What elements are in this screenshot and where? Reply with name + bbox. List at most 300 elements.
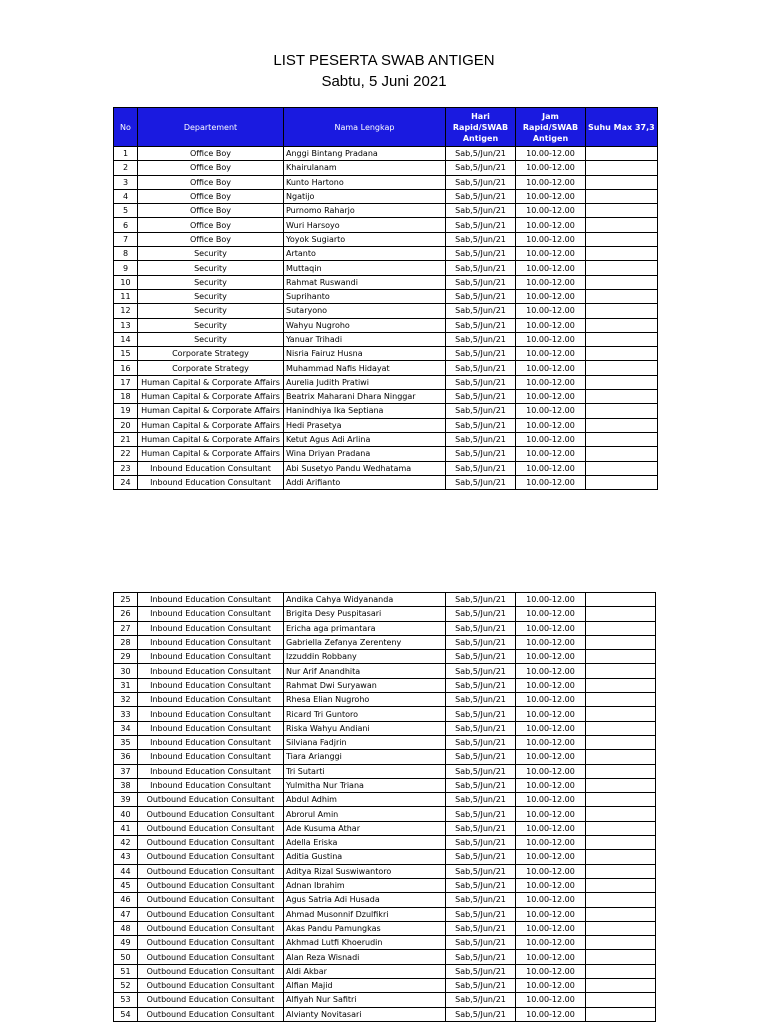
- cell-department: Outbound Education Consultant: [138, 921, 284, 935]
- cell-temperature: [586, 432, 658, 446]
- cell-name: Alvianty Novitasari: [284, 1007, 446, 1021]
- cell-department: Corporate Strategy: [138, 361, 284, 375]
- cell-temperature: [586, 635, 656, 649]
- cell-no: 17: [114, 375, 138, 389]
- header-time-line3: Antigen: [532, 133, 569, 143]
- cell-no: 43: [114, 850, 138, 864]
- cell-name: Wahyu Nugroho: [284, 318, 446, 332]
- cell-name: Khairulanam: [284, 161, 446, 175]
- cell-no: 7: [114, 232, 138, 246]
- cell-temperature: [586, 664, 656, 678]
- table-row: [114, 347, 658, 361]
- cell-day: Sab,5/Jun/21: [446, 161, 516, 175]
- cell-department: Human Capital & Corporate Affairs: [138, 375, 284, 389]
- cell-department: Security: [138, 332, 284, 346]
- table-row: [114, 147, 658, 161]
- cell-day: Sab,5/Jun/21: [446, 261, 516, 275]
- cell-time: 10.00-12.00: [516, 261, 586, 275]
- table-2-body: [114, 593, 656, 1022]
- cell-day: Sab,5/Jun/21: [446, 275, 516, 289]
- cell-department: Inbound Education Consultant: [138, 721, 284, 735]
- table-row: [114, 593, 656, 607]
- cell-temperature: [586, 204, 658, 218]
- cell-temperature: [586, 678, 656, 692]
- cell-temperature: [586, 735, 656, 749]
- table-row: [114, 850, 656, 864]
- cell-name: Tiara Arianggi: [284, 750, 446, 764]
- cell-time: 10.00-12.00: [516, 147, 586, 161]
- cell-time: 10.00-12.00: [516, 836, 586, 850]
- cell-temperature: [586, 893, 656, 907]
- header-no: No: [114, 108, 138, 147]
- cell-day: Sab,5/Jun/21: [446, 921, 516, 935]
- cell-day: Sab,5/Jun/21: [446, 147, 516, 161]
- cell-name: Hanindhiya Ika Septiana: [284, 404, 446, 418]
- cell-no: 53: [114, 993, 138, 1007]
- cell-temperature: [586, 950, 656, 964]
- cell-day: Sab,5/Jun/21: [446, 375, 516, 389]
- cell-name: Akhmad Lutfi Khoerudin: [284, 936, 446, 950]
- cell-name: Hedi Prasetya: [284, 418, 446, 432]
- cell-name: Artanto: [284, 247, 446, 261]
- cell-department: Security: [138, 304, 284, 318]
- cell-department: Human Capital & Corporate Affairs: [138, 390, 284, 404]
- cell-time: 10.00-12.00: [516, 936, 586, 950]
- cell-time: 10.00-12.00: [516, 447, 586, 461]
- table-row: [114, 475, 658, 489]
- cell-time: 10.00-12.00: [516, 635, 586, 649]
- cell-temperature: [586, 261, 658, 275]
- cell-time: 10.00-12.00: [516, 304, 586, 318]
- cell-temperature: [586, 289, 658, 303]
- cell-no: 54: [114, 1007, 138, 1021]
- header-time-line2: Rapid/SWAB: [522, 122, 579, 132]
- cell-day: Sab,5/Jun/21: [446, 707, 516, 721]
- cell-time: 10.00-12.00: [516, 707, 586, 721]
- cell-temperature: [586, 979, 656, 993]
- cell-department: Inbound Education Consultant: [138, 650, 284, 664]
- cell-time: 10.00-12.00: [516, 778, 586, 792]
- cell-time: 10.00-12.00: [516, 664, 586, 678]
- cell-department: Human Capital & Corporate Affairs: [138, 432, 284, 446]
- cell-no: 38: [114, 778, 138, 792]
- cell-temperature: [586, 447, 658, 461]
- table-row: [114, 361, 658, 375]
- cell-temperature: [586, 247, 658, 261]
- cell-temperature: [586, 390, 658, 404]
- table-row: [114, 764, 656, 778]
- cell-name: Ketut Agus Adi Arlina: [284, 432, 446, 446]
- cell-name: Sutaryono: [284, 304, 446, 318]
- cell-no: 16: [114, 361, 138, 375]
- cell-name: Ngatijo: [284, 189, 446, 203]
- cell-department: Office Boy: [138, 161, 284, 175]
- cell-name: Riska Wahyu Andiani: [284, 721, 446, 735]
- cell-temperature: [586, 593, 656, 607]
- cell-day: Sab,5/Jun/21: [446, 175, 516, 189]
- table-row: [114, 878, 656, 892]
- cell-day: Sab,5/Jun/21: [446, 950, 516, 964]
- cell-day: Sab,5/Jun/21: [446, 404, 516, 418]
- table-row: [114, 907, 656, 921]
- cell-no: 21: [114, 432, 138, 446]
- table-row: [114, 921, 656, 935]
- table-row: [114, 721, 656, 735]
- cell-time: 10.00-12.00: [516, 693, 586, 707]
- cell-time: 10.00-12.00: [516, 878, 586, 892]
- cell-department: Security: [138, 318, 284, 332]
- cell-temperature: [586, 318, 658, 332]
- cell-name: Wuri Harsoyo: [284, 218, 446, 232]
- cell-no: 11: [114, 289, 138, 303]
- table-row: [114, 175, 658, 189]
- cell-temperature: [586, 750, 656, 764]
- cell-department: Outbound Education Consultant: [138, 878, 284, 892]
- cell-time: 10.00-12.00: [516, 650, 586, 664]
- table-row: [114, 390, 658, 404]
- cell-name: Muttaqin: [284, 261, 446, 275]
- cell-temperature: [586, 993, 656, 1007]
- cell-no: 29: [114, 650, 138, 664]
- cell-department: Inbound Education Consultant: [138, 764, 284, 778]
- cell-department: Office Boy: [138, 218, 284, 232]
- cell-name: Ahmad Musonnif Dzulfikri: [284, 907, 446, 921]
- cell-day: Sab,5/Jun/21: [446, 764, 516, 778]
- table-row: [114, 836, 656, 850]
- table-1-body: [114, 147, 658, 490]
- cell-name: Rahmat Ruswandi: [284, 275, 446, 289]
- cell-name: Gabriella Zefanya Zerenteny: [284, 635, 446, 649]
- cell-time: 10.00-12.00: [516, 821, 586, 835]
- cell-temperature: [586, 175, 658, 189]
- cell-department: Inbound Education Consultant: [138, 475, 284, 489]
- cell-temperature: [586, 821, 656, 835]
- cell-day: Sab,5/Jun/21: [446, 964, 516, 978]
- cell-name: Kunto Hartono: [284, 175, 446, 189]
- cell-time: 10.00-12.00: [516, 793, 586, 807]
- cell-department: Outbound Education Consultant: [138, 836, 284, 850]
- cell-no: 32: [114, 693, 138, 707]
- cell-no: 18: [114, 390, 138, 404]
- table-row: [114, 261, 658, 275]
- cell-time: 10.00-12.00: [516, 993, 586, 1007]
- cell-time: 10.00-12.00: [516, 593, 586, 607]
- table-row: [114, 404, 658, 418]
- cell-no: 50: [114, 950, 138, 964]
- cell-temperature: [586, 475, 658, 489]
- participant-table-2: [113, 592, 656, 1022]
- cell-department: Outbound Education Consultant: [138, 950, 284, 964]
- cell-name: Abdul Adhim: [284, 793, 446, 807]
- table-row: [114, 332, 658, 346]
- participant-table-1: [113, 107, 658, 490]
- table-row: [114, 289, 658, 303]
- table-row: [114, 750, 656, 764]
- cell-temperature: [586, 936, 656, 950]
- cell-time: 10.00-12.00: [516, 807, 586, 821]
- cell-time: 10.00-12.00: [516, 175, 586, 189]
- cell-department: Corporate Strategy: [138, 347, 284, 361]
- cell-day: Sab,5/Jun/21: [446, 232, 516, 246]
- cell-department: Inbound Education Consultant: [138, 707, 284, 721]
- table-row: [114, 664, 656, 678]
- cell-time: 10.00-12.00: [516, 950, 586, 964]
- cell-department: Outbound Education Consultant: [138, 907, 284, 921]
- cell-no: 41: [114, 821, 138, 835]
- cell-time: 10.00-12.00: [516, 404, 586, 418]
- cell-day: Sab,5/Jun/21: [446, 664, 516, 678]
- cell-department: Outbound Education Consultant: [138, 821, 284, 835]
- table-row: [114, 693, 656, 707]
- cell-temperature: [586, 332, 658, 346]
- cell-name: Tri Sutarti: [284, 764, 446, 778]
- cell-department: Security: [138, 275, 284, 289]
- cell-day: Sab,5/Jun/21: [446, 607, 516, 621]
- cell-department: Outbound Education Consultant: [138, 964, 284, 978]
- cell-time: 10.00-12.00: [516, 361, 586, 375]
- cell-no: 5: [114, 204, 138, 218]
- cell-department: Inbound Education Consultant: [138, 778, 284, 792]
- cell-no: 49: [114, 936, 138, 950]
- cell-department: Security: [138, 261, 284, 275]
- cell-day: Sab,5/Jun/21: [446, 247, 516, 261]
- cell-day: Sab,5/Jun/21: [446, 447, 516, 461]
- cell-time: 10.00-12.00: [516, 218, 586, 232]
- cell-department: Inbound Education Consultant: [138, 750, 284, 764]
- cell-day: Sab,5/Jun/21: [446, 347, 516, 361]
- cell-day: Sab,5/Jun/21: [446, 893, 516, 907]
- cell-no: 24: [114, 475, 138, 489]
- table-row: [114, 735, 656, 749]
- cell-temperature: [586, 375, 658, 389]
- cell-no: 4: [114, 189, 138, 203]
- cell-name: Yoyok Sugiarto: [284, 232, 446, 246]
- cell-temperature: [586, 778, 656, 792]
- table-row: [114, 678, 656, 692]
- cell-time: 10.00-12.00: [516, 475, 586, 489]
- table-row: [114, 864, 656, 878]
- cell-no: 33: [114, 707, 138, 721]
- cell-name: Aditya Rizal Suswiwantoro: [284, 864, 446, 878]
- cell-no: 37: [114, 764, 138, 778]
- table-row: [114, 650, 656, 664]
- table-row: [114, 218, 658, 232]
- cell-day: Sab,5/Jun/21: [446, 807, 516, 821]
- cell-department: Inbound Education Consultant: [138, 693, 284, 707]
- cell-time: 10.00-12.00: [516, 275, 586, 289]
- cell-name: Adella Eriska: [284, 836, 446, 850]
- header-day-line3: Antigen: [462, 133, 499, 143]
- cell-temperature: [586, 607, 656, 621]
- table-row: [114, 232, 658, 246]
- cell-day: Sab,5/Jun/21: [446, 635, 516, 649]
- cell-day: Sab,5/Jun/21: [446, 390, 516, 404]
- cell-day: Sab,5/Jun/21: [446, 204, 516, 218]
- table-row: [114, 461, 658, 475]
- table-row: [114, 161, 658, 175]
- cell-department: Outbound Education Consultant: [138, 936, 284, 950]
- cell-no: 3: [114, 175, 138, 189]
- header-day-line1: Hari: [471, 111, 490, 121]
- cell-name: Beatrix Maharani Dhara Ninggar: [284, 390, 446, 404]
- cell-department: Office Boy: [138, 175, 284, 189]
- cell-time: 10.00-12.00: [516, 979, 586, 993]
- cell-day: Sab,5/Jun/21: [446, 593, 516, 607]
- cell-temperature: [586, 850, 656, 864]
- cell-time: 10.00-12.00: [516, 850, 586, 864]
- cell-no: 34: [114, 721, 138, 735]
- cell-no: 48: [114, 921, 138, 935]
- cell-department: Outbound Education Consultant: [138, 850, 284, 864]
- cell-no: 30: [114, 664, 138, 678]
- table-header-row: [114, 108, 658, 147]
- cell-name: Aurelia Judith Pratiwi: [284, 375, 446, 389]
- header-temperature: Suhu Max 37,3: [586, 108, 658, 147]
- cell-name: Rhesa Elian Nugroho: [284, 693, 446, 707]
- cell-time: 10.00-12.00: [516, 735, 586, 749]
- cell-name: Wina Driyan Pradana: [284, 447, 446, 461]
- cell-day: Sab,5/Jun/21: [446, 418, 516, 432]
- cell-day: Sab,5/Jun/21: [446, 735, 516, 749]
- cell-day: Sab,5/Jun/21: [446, 621, 516, 635]
- cell-name: Ade Kusuma Athar: [284, 821, 446, 835]
- cell-temperature: [586, 147, 658, 161]
- cell-day: Sab,5/Jun/21: [446, 650, 516, 664]
- cell-no: 22: [114, 447, 138, 461]
- cell-no: 12: [114, 304, 138, 318]
- cell-name: Alfiyah Nur Safitri: [284, 993, 446, 1007]
- cell-name: Suprihanto: [284, 289, 446, 303]
- cell-name: Rahmat Dwi Suryawan: [284, 678, 446, 692]
- cell-department: Office Boy: [138, 204, 284, 218]
- cell-day: Sab,5/Jun/21: [446, 979, 516, 993]
- cell-day: Sab,5/Jun/21: [446, 936, 516, 950]
- cell-no: 1: [114, 147, 138, 161]
- cell-temperature: [586, 650, 656, 664]
- cell-no: 23: [114, 461, 138, 475]
- table-row: [114, 304, 658, 318]
- cell-no: 8: [114, 247, 138, 261]
- cell-temperature: [586, 836, 656, 850]
- cell-day: Sab,5/Jun/21: [446, 304, 516, 318]
- cell-department: Office Boy: [138, 232, 284, 246]
- cell-no: 19: [114, 404, 138, 418]
- cell-temperature: [586, 161, 658, 175]
- cell-temperature: [586, 189, 658, 203]
- cell-time: 10.00-12.00: [516, 204, 586, 218]
- cell-department: Human Capital & Corporate Affairs: [138, 418, 284, 432]
- cell-department: Inbound Education Consultant: [138, 461, 284, 475]
- cell-time: 10.00-12.00: [516, 161, 586, 175]
- cell-time: 10.00-12.00: [516, 247, 586, 261]
- table-row: [114, 432, 658, 446]
- cell-name: Alfian Majid: [284, 979, 446, 993]
- table-row: [114, 821, 656, 835]
- cell-no: 40: [114, 807, 138, 821]
- cell-no: 42: [114, 836, 138, 850]
- cell-name: Yulmitha Nur Triana: [284, 778, 446, 792]
- cell-temperature: [586, 793, 656, 807]
- header-day: [446, 108, 516, 147]
- cell-time: 10.00-12.00: [516, 332, 586, 346]
- cell-time: 10.00-12.00: [516, 1007, 586, 1021]
- cell-department: Outbound Education Consultant: [138, 893, 284, 907]
- cell-name: Purnomo Raharjo: [284, 204, 446, 218]
- cell-time: 10.00-12.00: [516, 621, 586, 635]
- cell-temperature: [586, 621, 656, 635]
- cell-name: Alan Reza Wisnadi: [284, 950, 446, 964]
- cell-time: 10.00-12.00: [516, 893, 586, 907]
- header-department: Departement: [138, 108, 284, 147]
- table-row: [114, 447, 658, 461]
- cell-day: Sab,5/Jun/21: [446, 878, 516, 892]
- table-row: [114, 950, 656, 964]
- cell-name: Silviana Fadjrin: [284, 735, 446, 749]
- cell-name: Anggi Bintang Pradana: [284, 147, 446, 161]
- cell-time: 10.00-12.00: [516, 318, 586, 332]
- cell-department: Outbound Education Consultant: [138, 793, 284, 807]
- cell-name: Akas Pandu Pamungkas: [284, 921, 446, 935]
- cell-day: Sab,5/Jun/21: [446, 850, 516, 864]
- cell-no: 31: [114, 678, 138, 692]
- cell-department: Inbound Education Consultant: [138, 678, 284, 692]
- header-day-line2: Rapid/SWAB: [452, 122, 509, 132]
- cell-department: Inbound Education Consultant: [138, 621, 284, 635]
- cell-day: Sab,5/Jun/21: [446, 218, 516, 232]
- cell-no: 10: [114, 275, 138, 289]
- header-time-line1: Jam: [542, 111, 559, 121]
- cell-day: Sab,5/Jun/21: [446, 793, 516, 807]
- table-row: [114, 979, 656, 993]
- cell-time: 10.00-12.00: [516, 418, 586, 432]
- cell-day: Sab,5/Jun/21: [446, 864, 516, 878]
- cell-temperature: [586, 921, 656, 935]
- table-row: [114, 793, 656, 807]
- cell-temperature: [586, 707, 656, 721]
- cell-time: 10.00-12.00: [516, 721, 586, 735]
- cell-temperature: [586, 964, 656, 978]
- table-row: [114, 247, 658, 261]
- cell-temperature: [586, 878, 656, 892]
- cell-no: 52: [114, 979, 138, 993]
- cell-time: 10.00-12.00: [516, 864, 586, 878]
- cell-no: 44: [114, 864, 138, 878]
- cell-department: Outbound Education Consultant: [138, 993, 284, 1007]
- cell-time: 10.00-12.00: [516, 232, 586, 246]
- cell-department: Outbound Education Consultant: [138, 807, 284, 821]
- cell-name: Addi Arifianto: [284, 475, 446, 489]
- cell-day: Sab,5/Jun/21: [446, 693, 516, 707]
- cell-temperature: [586, 461, 658, 475]
- table-row: [114, 607, 656, 621]
- cell-department: Security: [138, 289, 284, 303]
- cell-name: Izzuddin Robbany: [284, 650, 446, 664]
- cell-no: 6: [114, 218, 138, 232]
- cell-no: 25: [114, 593, 138, 607]
- cell-name: Ricard Tri Guntoro: [284, 707, 446, 721]
- cell-no: 14: [114, 332, 138, 346]
- cell-no: 46: [114, 893, 138, 907]
- cell-day: Sab,5/Jun/21: [446, 821, 516, 835]
- cell-department: Office Boy: [138, 147, 284, 161]
- cell-department: Outbound Education Consultant: [138, 864, 284, 878]
- table-row: [114, 964, 656, 978]
- cell-temperature: [586, 721, 656, 735]
- header-time: [516, 108, 586, 147]
- cell-temperature: [586, 361, 658, 375]
- cell-no: 28: [114, 635, 138, 649]
- table-row: [114, 1007, 656, 1021]
